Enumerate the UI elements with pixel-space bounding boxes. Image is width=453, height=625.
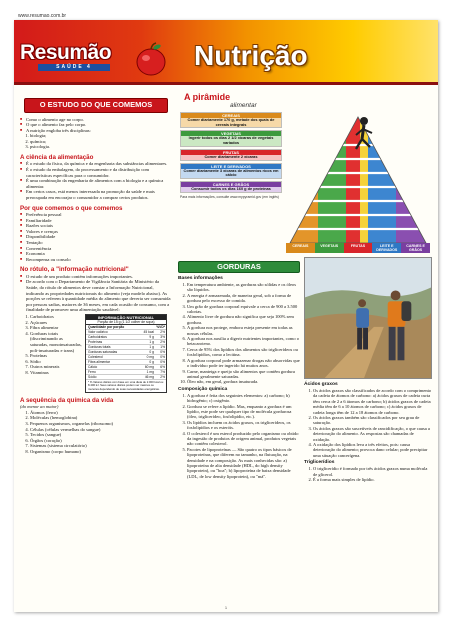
pyramid-box-head: FRUTAS bbox=[181, 150, 281, 155]
table-cell: 60 mg bbox=[144, 364, 154, 369]
pyramid-box-body: Comer diariamente 170 g, metade dos quais de cereais integrais bbox=[181, 118, 281, 127]
ciencia-heading: A ciência da alimentação bbox=[20, 154, 94, 162]
estudo-banner: O ESTUDO DO QUE COMEMOS bbox=[24, 98, 168, 113]
list-item: ■ É o estudo da física, da química e da engenharia das substâncias alimentares. bbox=[20, 161, 172, 167]
list-item: ■ Preferência pessoal bbox=[20, 212, 172, 218]
list-item: 2. A energia é armazenada, de maneira geral, sob a forma de gordura pelo excesso de comida. bbox=[187, 293, 300, 304]
site-url[interactable]: www.resumao.com.br bbox=[18, 13, 67, 19]
list-item: ■ Como o alimento age no corpo. bbox=[20, 117, 172, 123]
list-item: 9. Carne, manteiga e queijo são alimentos que contêm gordura animal geralmente saturadas. bbox=[187, 369, 300, 380]
table-cell: Colesterol bbox=[88, 354, 103, 359]
acidos-heading: Ácidos graxos bbox=[304, 382, 338, 387]
table-cell: 0% bbox=[160, 354, 165, 359]
table-cell: 3% bbox=[160, 334, 165, 339]
list-item: 3. Os lipídios incluem os ácidos graxos, os triglicerídeos, os fosfolipídios e os esteróis. bbox=[187, 420, 300, 431]
brand-name: Resumão bbox=[20, 41, 112, 64]
table-cell: 0% bbox=[160, 359, 165, 364]
table-cell: Proteínas bbox=[88, 339, 103, 344]
apple-icon bbox=[132, 40, 170, 78]
table-cell: 1 mg bbox=[146, 369, 154, 374]
gorduras-banner: GORDURAS bbox=[178, 261, 300, 273]
list-item: 1. Carboidratos bbox=[30, 314, 82, 320]
table-cell: 6% bbox=[160, 364, 165, 369]
list-item: ■ Economia bbox=[20, 251, 172, 257]
list-item: 6. Sódio bbox=[30, 359, 82, 365]
rotulo-list bbox=[20, 274, 172, 313]
pyramid-box-frutas bbox=[180, 149, 282, 161]
list-item: ■ Em certos casos, está menos interessada na promoção da saúde e mais preocupada em encorajar o consumidor a comprar certos produtos. bbox=[20, 189, 172, 200]
list-item: ■ O estudo de um produto contém informações importantes. bbox=[20, 274, 172, 280]
list-item: 7. Sistemas (sistema circulatório) bbox=[30, 443, 172, 449]
basicas-list bbox=[178, 282, 300, 385]
pyramid-box-carnes bbox=[180, 181, 282, 193]
acidos-list bbox=[304, 388, 432, 458]
header-banner bbox=[14, 20, 438, 82]
table-cell: 0 mg bbox=[146, 354, 154, 359]
list-item: 2. Gordura se refere a lipídio. Mas, enquanto a gordura é um lipídio, este pode ser qualquer tipo de molécula gordurosa (óleo, triglicerídeo, fosfolipídio, etc.). bbox=[187, 404, 300, 420]
table-cell: Gorduras totais bbox=[88, 344, 111, 349]
ciencia-list bbox=[20, 161, 172, 200]
table-cell: 2% bbox=[160, 374, 165, 379]
left-column bbox=[20, 92, 172, 608]
list-item: 4. Células (células vermelhas do sangue) bbox=[30, 427, 172, 433]
list-item: 1. O triglicerídio é formado por três ácidos graxos numa molécula de glicerol. bbox=[313, 466, 432, 477]
nutrition-block bbox=[20, 314, 172, 393]
nutrientes-list bbox=[20, 314, 82, 393]
list-item: 8. Vitaminas bbox=[30, 370, 82, 376]
right-column bbox=[178, 92, 434, 608]
table-cell: 1 g bbox=[149, 344, 154, 349]
list-item: ■ Disponibilidade bbox=[20, 234, 172, 240]
pyramid-box-head: CEREAIS bbox=[181, 113, 281, 118]
pyramid-area bbox=[178, 109, 434, 257]
list-item: 1. Em temperatura ambiente, as gorduras são sólidas e os óleos são líquidos. bbox=[187, 282, 300, 293]
list-item: 1. biologia; bbox=[30, 133, 172, 139]
hikers-photo bbox=[304, 257, 432, 379]
table-cell: Cálcio bbox=[88, 364, 98, 369]
list-item: 10. Óleo não, em geral, gordura insaturada. bbox=[187, 379, 300, 384]
intro-list bbox=[20, 117, 172, 134]
brand-subtitle: SAÚDE 4 bbox=[38, 64, 110, 71]
list-item: ■ O que o alimento faz pelo corpo. bbox=[20, 122, 172, 128]
pyramid-note: Para mais informações, consulte www.mypyramid.gov (em inglês) bbox=[180, 194, 279, 199]
list-item: ■ Recompensa ou consolo bbox=[20, 257, 172, 263]
pyramid-box-leite bbox=[180, 163, 282, 179]
disciplinas-list bbox=[20, 133, 172, 150]
list-item: 4. O colesterol é um esterol produzido pelo organismo ou obtido da ingestão de produtos de origem animal, produtos vegetais não contêm colesterol. bbox=[187, 431, 300, 447]
table-cell: 7% bbox=[160, 369, 165, 374]
pyramid-label: LEITE E DERIVADOS bbox=[372, 243, 401, 253]
composicao-heading: Composição química bbox=[178, 386, 228, 392]
gorduras-section bbox=[178, 257, 434, 483]
sequencia-subtitle: (do menor ao maior) bbox=[20, 404, 59, 410]
list-item: ■ É o estudo da embalagem, do processamento e da distribuição com características específicas para o consumidor. bbox=[20, 167, 172, 178]
pyramid-box-body: Consumir todos os dias 160 g de proteínas bbox=[181, 187, 281, 192]
list-item: 4. Alimento livre de gordura não significa que seja 100% sem gordura. bbox=[187, 314, 300, 325]
sequencia-list bbox=[20, 410, 172, 455]
table-cell: Carboidratos bbox=[88, 334, 107, 339]
table-cell: 0 g bbox=[149, 359, 154, 364]
pyramid-box-cereais bbox=[180, 112, 282, 128]
list-item: 2. química; bbox=[30, 139, 172, 145]
table-cell: Fibra alimentar bbox=[88, 359, 110, 364]
list-item: ■ Familiaridade bbox=[20, 218, 172, 224]
nutrition-facts-table bbox=[85, 314, 167, 393]
table-header: INFORMAÇÃO NUTRICIONAL bbox=[86, 315, 166, 320]
food-pyramid-illustration bbox=[284, 109, 432, 257]
list-item: 6. Órgãos (coração) bbox=[30, 438, 172, 444]
list-item: 8. Organismo (corpo humano) bbox=[30, 449, 172, 455]
list-item: 5. Pacotes de lipoproteínas — São quatro os tipos básicos de lipoproteínas, que diferem no tamanho, na flutuação, na densidade e na composição. As mais conhecidas são: a) lipoproteína de alta densidade (HDL, do high density lipoprotein), ou "boa"; b) lipoproteína de baixa densidade (LDL, de low density lipoprotein), ou "má". bbox=[187, 447, 300, 479]
list-item: 3. psicologia. bbox=[30, 144, 172, 150]
list-item: 6. A gordura nos auxilia a digerir nutrientes importantes, como o betacaroteno. bbox=[187, 336, 300, 347]
study-sheet bbox=[14, 20, 438, 612]
pyramid-title: A pirâmide bbox=[184, 92, 231, 102]
list-item: ■ Razões sociais bbox=[20, 223, 172, 229]
list-item: 1. Átomos (ferro) bbox=[30, 410, 172, 416]
list-item: ■ Valores e crenças bbox=[20, 229, 172, 235]
table-footnote: * % Valores diários com base em uma dieta de 2.000 kcal ou 8.400 kJ. Seus valores diários podem ser maiores ou menores dependendo de suas necessidades energéticas. bbox=[88, 379, 164, 391]
table-cell: 46 mg bbox=[144, 374, 154, 379]
gorduras-column-2 bbox=[304, 257, 432, 483]
table-cell: 1% bbox=[160, 344, 165, 349]
pyramid-label: CARNES E GRÃOS bbox=[401, 243, 430, 253]
brand-logo bbox=[20, 42, 128, 76]
list-item: 1. A gordura é feita dos seguintes elementos: a) carbono; b) hidrogênio; c) oxigênio. bbox=[187, 393, 300, 404]
table-cell bbox=[141, 325, 155, 329]
table-cell: 0 g bbox=[149, 349, 154, 354]
pyramid-label: CEREAIS bbox=[286, 243, 315, 253]
pyramid-label: VEGETAIS bbox=[315, 243, 344, 253]
list-item: 3. Fibra alimentar bbox=[30, 325, 82, 331]
basicas-heading: Bases informações bbox=[178, 276, 223, 281]
list-item: ■ Tentação bbox=[20, 240, 172, 246]
pyramid-labels bbox=[286, 243, 430, 253]
porque-heading: Por que comemos o que comemos bbox=[20, 204, 123, 212]
pyramid-subtitle: alimentar bbox=[230, 102, 257, 109]
table-cell: 2% bbox=[160, 329, 165, 334]
page-number: 1 bbox=[224, 605, 228, 610]
page-title: Nutrição bbox=[194, 40, 308, 71]
table-body bbox=[86, 325, 166, 380]
list-item: 3. Os ácidos graxos são suscetíveis de rancidificação, o que causa a deterioração do alimento. As respostas são chamadas de oxidação. bbox=[313, 426, 432, 442]
composicao-list bbox=[178, 393, 300, 480]
list-item: 4. Gorduras totais (discriminando as saturadas, monoinsaturadas, poli-insaturadas e trans) bbox=[30, 331, 82, 353]
sequencia-heading: A sequência da química da vida bbox=[20, 396, 114, 404]
list-item: ■ A nutrição engloba três disciplinas: bbox=[20, 128, 172, 134]
list-item: 5. Proteínas bbox=[30, 353, 82, 359]
table-cell: Quantidade por porção bbox=[88, 324, 125, 329]
list-item: 2. Moléculas (hemoglobina) bbox=[30, 415, 172, 421]
list-item: 2. Açúcares bbox=[30, 320, 82, 326]
table-cell: Sódio bbox=[88, 374, 97, 379]
trig-heading: Triglicerídios bbox=[304, 460, 335, 466]
list-item: ■ É uma combinação da engenharia de alimentos com a biologia e a química alimentar. bbox=[20, 178, 172, 189]
pyramid-box-body: Comer diariamente 3 xícaras de alimentos ricos em cálcio bbox=[181, 169, 281, 178]
table-cell: 2% bbox=[160, 339, 165, 344]
list-item: 8. A gordura corporal pode armazenar drogas não absorvidas que o indivíduo pode ter ingerido há muitos anos. bbox=[187, 358, 300, 369]
list-item: 5. A gordura nos protege, embora esteja presente em todas as nossas células. bbox=[187, 325, 300, 336]
pyramid-label: FRUTAS bbox=[344, 243, 373, 253]
list-item: 1. Os ácidos graxos são classificados de acordo com o comprimento da cadeia de átomos de carbono: a) ácidos graxos de cadeia curta têm cerca de 2 a 6 átomos de carbono; b) ácidos graxos de cadeia média têm de 6 a 10 átomos de carbono; c) ácidos graxos de cadeia longa têm de 12 a 18 átomos de carbono. bbox=[313, 388, 432, 415]
table-cell: 1 g bbox=[149, 339, 154, 344]
porque-list bbox=[20, 212, 172, 262]
pyramid-box-head: LEITE E DERIVADOS bbox=[181, 164, 281, 169]
rotulo-heading: No rótulo, a "informação nutricional" bbox=[20, 266, 129, 274]
list-item: 2. Os ácidos graxos também são classificados por seu grau de saturação. bbox=[313, 415, 432, 426]
list-item: 4. A oxidação dos lipídios leva a três efeitos, pois: causa deterioração do alimento; provoca dano celular; pode precipitar uma situação cancerígena. bbox=[313, 442, 432, 458]
list-item: 2. É a forma mais simples de lipídio. bbox=[313, 477, 432, 482]
table-cell: 45 kcal bbox=[143, 329, 154, 334]
list-item: 7. Outros minerais bbox=[30, 364, 82, 370]
table-cell: 0% bbox=[160, 349, 165, 354]
list-item: 3. Um grão de gordura corporal equivale a cerca de 900 a 3.500 calorias. bbox=[187, 304, 300, 315]
pyramid-box-body: Comer diariamente 2 xícaras bbox=[181, 155, 281, 160]
table-subheader: Porção de 15 g (1 1/2 colher de sopa) bbox=[86, 320, 166, 325]
gorduras-column-1 bbox=[178, 257, 300, 483]
table-cell: Valor calórico bbox=[88, 329, 108, 334]
trig-list bbox=[304, 466, 432, 482]
list-item: 5. Tecidos (sangue) bbox=[30, 432, 172, 438]
list-item: 3. Pequenos organismos, organelas (ribossomo) bbox=[30, 421, 172, 427]
pyramid-legend bbox=[180, 112, 282, 199]
list-item: ■ De acordo com o Departamento de Vigilância Sanitária do Ministério da Saúde, do rótulo de alimentos deve constar a Informação Nutricional, indicando as propriedades nutricionais do alimento (veja modelo abaixo). As porções se referem à quantidade média do alimento que deveria ser consumida por pessoas sadias, maiores de 36 meses, em cada ocasião de consumo, com a finalidade de promover uma alimentação saudável: bbox=[20, 279, 172, 313]
table-cell: Ferro bbox=[88, 369, 96, 374]
pyramid-box-body: Ingerir todos os dias 2 1/2 xícaras de vegetais variados bbox=[181, 136, 281, 145]
table-cell: %VD* bbox=[156, 324, 165, 329]
table-cell: Gorduras saturadas bbox=[88, 349, 118, 354]
header-stripe bbox=[14, 82, 438, 85]
pyramid-box-head: VEGETAIS bbox=[181, 131, 281, 136]
title-box bbox=[194, 40, 438, 80]
pyramid-box-head: CARNES E GRÃOS bbox=[181, 182, 281, 187]
list-item: 7. Cerca de 95% dos lipídios dos alimentos são triglicerídeos ou fosfolipídios, como a lecitina. bbox=[187, 347, 300, 358]
table-cell: 9 g bbox=[149, 334, 154, 339]
pyramid-box-vegetais bbox=[180, 130, 282, 146]
list-item: ■ Conveniência bbox=[20, 246, 172, 252]
